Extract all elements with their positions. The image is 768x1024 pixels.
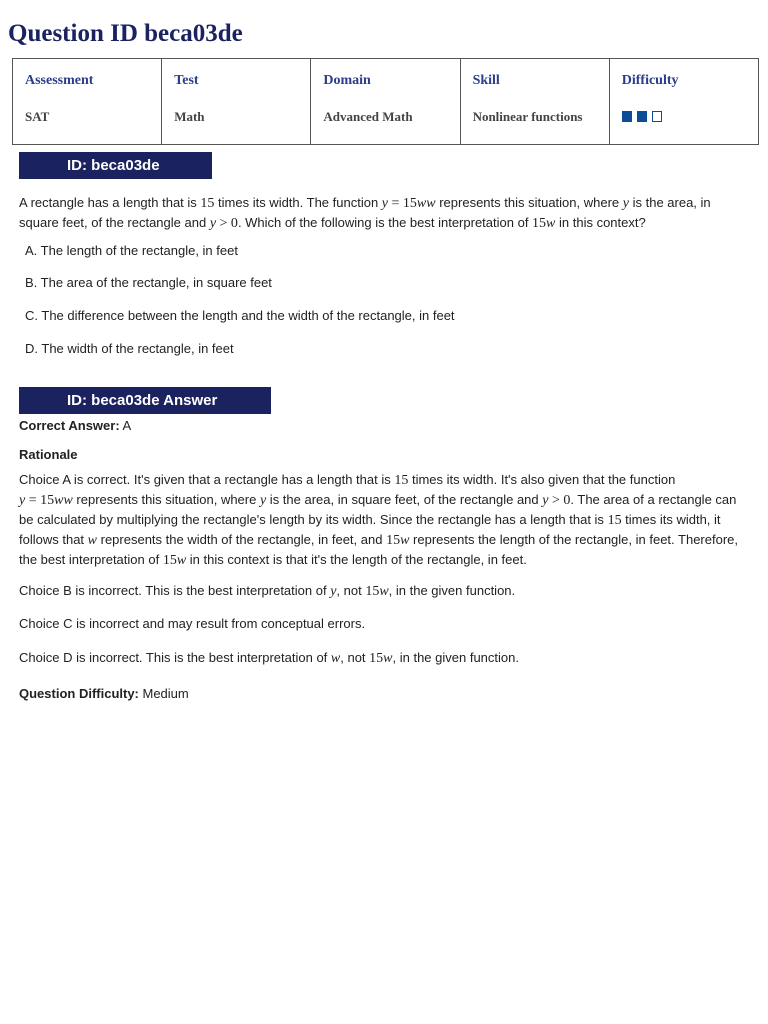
rationale-choice-a: Choice A is correct. It's given that a rectangle has a length that is 15 times its width. It's also given that the function y = 15ww represents this situation, where y is the area, in square feet, of the rectangle and y > 0. The area of a rectangle can be calculated by multiplying the rectangle's length by its width. Since the rectangle has a length that is 15 times its width, it follows that w represents the width of the rectangle, in feet, and 15w represents the length of the rectangle, in feet. Therefore, the best interpretation of 15w in this context is that it's the length of the rectangle, in feet. [19,472,738,568]
difficulty-box-empty-icon [652,111,662,122]
meta-cell-difficulty [609,59,758,145]
question-id-banner: ID: beca03de [19,152,212,179]
meta-header-test: Test [174,73,199,88]
question-difficulty [19,684,749,703]
meta-value-domain: Advanced Math [323,109,413,124]
choice-c: C. The difference between the length and the width of the rectangle, in feet [25,308,455,323]
page-title: Question ID beca03de [8,20,243,47]
meta-header-skill: Skill [472,73,500,88]
choice-a: A. The length of the rectangle, in feet [25,243,238,258]
rationale-choice-c: Choice C is incorrect and may result from conceptual errors. [19,616,366,631]
choice-b: B. The area of the rectangle, in square feet [25,275,272,290]
question-meta-table [12,58,759,145]
correct-answer [19,416,749,435]
meta-cell-skill [460,59,609,145]
correct-answer-value: A [119,418,132,433]
meta-value-test: Math [174,109,205,124]
rationale-heading: Rationale [19,447,78,462]
answer-id-banner: ID: beca03de Answer [19,387,271,414]
rationale-choice-b: Choice B is incorrect. This is the best interpretation of y, not 15w, in the given function. [19,583,516,599]
question-stem: A rectangle has a length that is 15 times its width. The function y = 15ww represents this situation, where y is the area, in square feet, of the rectangle and y > 0. Which of the following is the best interpretation of 15w in this context? [19,195,711,231]
difficulty-box-filled-icon [637,111,647,122]
difficulty-indicator [622,111,746,122]
meta-header-assessment: Assessment [25,73,94,88]
meta-cell-domain [311,59,460,145]
correct-answer-label: Correct Answer: [19,418,120,433]
choice-d: D. The width of the rectangle, in feet [25,341,234,356]
meta-header-domain: Domain [323,73,371,88]
question-difficulty-label: Question Difficulty: [19,686,139,701]
meta-value-assessment: SAT [25,109,50,124]
difficulty-box-filled-icon [622,111,632,122]
question-difficulty-value: Medium [138,686,189,701]
meta-header-difficulty: Difficulty [621,73,679,88]
meta-value-skill: Nonlinear functions [472,109,583,124]
rationale-choice-d: Choice D is incorrect. This is the best interpretation of w, not 15w, in the given function. [19,650,519,666]
meta-cell-assessment [13,59,162,145]
meta-cell-test [162,59,311,145]
